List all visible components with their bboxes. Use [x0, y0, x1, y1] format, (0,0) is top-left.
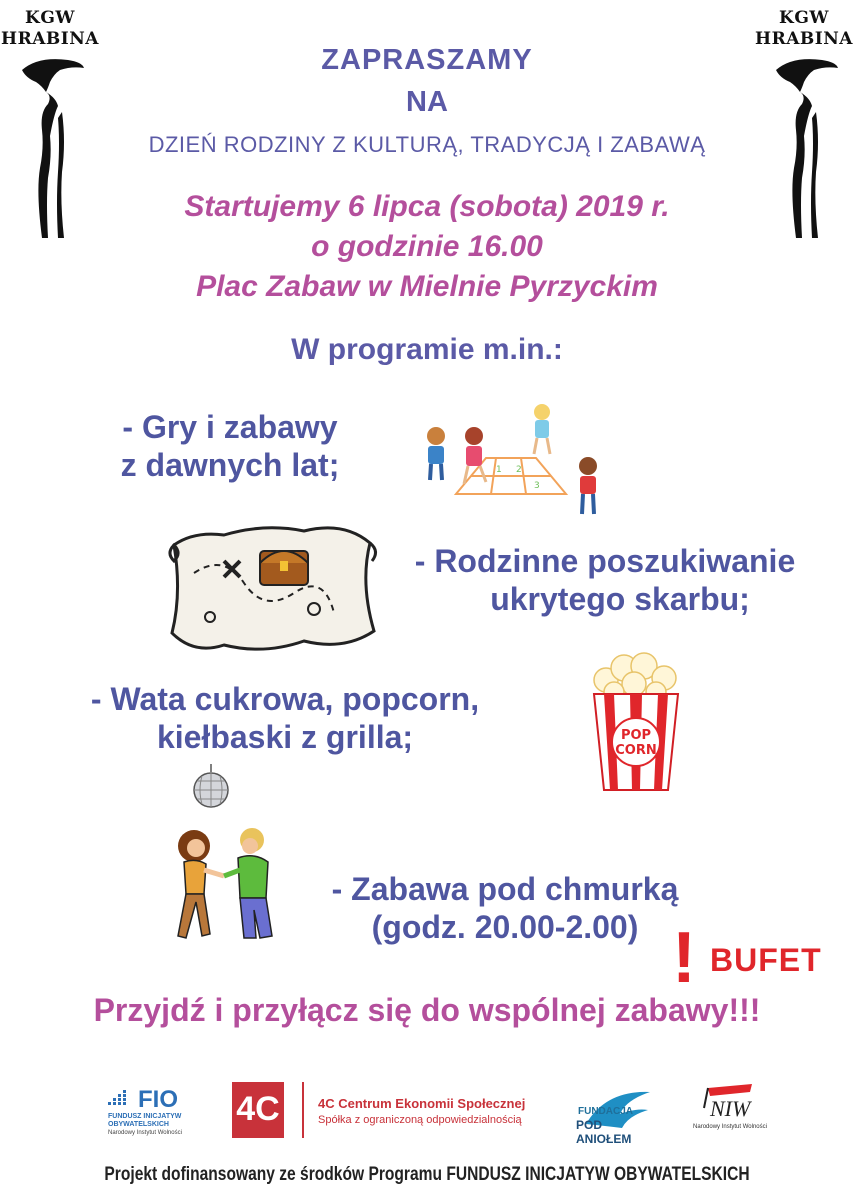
logo-4c — [232, 1082, 552, 1140]
program-item-4-line2: (godz. 20.00-2.00) — [371, 909, 639, 945]
bufet-label: BUFET — [710, 942, 822, 978]
brand-left-line1: KGW — [25, 8, 75, 28]
c4-divider — [302, 1082, 304, 1138]
program-item-2-line2: ukrytego skarbu; — [490, 581, 750, 617]
logo-fundacja — [576, 1084, 656, 1146]
c4-mark-text: 4C — [236, 1090, 280, 1128]
invite-text: Przyjdź i przyłącz się do wspólnej zabawy!!! — [93, 992, 761, 1028]
footer-text — [77, 1164, 777, 1186]
disco-ball-icon — [188, 764, 234, 812]
svg-text:1: 1 — [496, 465, 502, 475]
program-item-1 — [60, 408, 400, 484]
fio-bars-icon — [108, 1088, 132, 1110]
fio-name: FIO — [138, 1086, 178, 1113]
kids-hopscotch-icon — [416, 398, 606, 518]
program-item-2-line1: - Rodzinne poszukiwanie — [414, 543, 796, 579]
fio-line3: Narodowy Instytut Wolności — [108, 1130, 182, 1136]
program-item-1-line1: - Gry i zabawy — [122, 409, 338, 445]
popcorn-icon — [586, 650, 686, 796]
c4-line2: Spółka z ograniczoną odpowiedzialnością — [318, 1114, 522, 1126]
footer-highlight: FUNDUSZ INICJATYW OBYWATELSKICH — [446, 1164, 750, 1185]
fio-line2: OBYWATELSKICH — [108, 1121, 169, 1128]
footer-prefix: Projekt dofinansowany ze środków Programu — [104, 1164, 447, 1185]
niw-name: NIW — [710, 1096, 751, 1121]
header-line3: DZIEŃ RODZINY Z KULTURĄ, TRADYCJĄ I ZABAWĄ — [148, 132, 706, 157]
event-place: Plac Zabaw w Mielnie Pyrzyckim — [196, 270, 658, 303]
program-title: W programie m.in.: — [291, 333, 563, 366]
program-item-4 — [320, 870, 690, 946]
c4-line1: 4C Centrum Ekonomii Społecznej — [318, 1096, 526, 1111]
header-line2: NA — [406, 86, 448, 118]
program-item-3 — [70, 680, 500, 756]
c4-mark — [232, 1082, 284, 1138]
event-date: Startujemy 6 lipca (sobota) 2019 r. — [184, 190, 670, 223]
popcorn-label-line1: POP — [620, 728, 652, 743]
event-time: o godzinie 16.00 — [311, 230, 543, 263]
program-item-1-line2: z dawnych lat; — [120, 447, 340, 483]
dancing-couple-icon — [164, 818, 294, 948]
program-item-3-line2: kiełbaski z grilla; — [156, 719, 414, 755]
bufet-exclamation-icon: ! — [672, 918, 696, 998]
brand-right-line2: HRABINA — [755, 29, 853, 49]
program-item-2 — [400, 542, 810, 618]
logo-niw — [690, 1082, 770, 1140]
niw-line1: Narodowy Instytut Wolności — [693, 1124, 767, 1130]
fundacja-line1: FUNDACJA — [578, 1106, 633, 1117]
treasure-map-icon — [164, 513, 382, 663]
svg-text:3: 3 — [534, 481, 540, 491]
fio-line1: FUNDUSZ INICJATYW — [108, 1113, 182, 1120]
fundacja-line2: POD ANIOŁEM — [576, 1118, 632, 1146]
program-item-3-line1: - Wata cukrowa, popcorn, — [90, 681, 480, 717]
program-item-4-line1: - Zabawa pod chmurką — [331, 871, 679, 907]
header-line1: ZAPRASZAMY — [321, 44, 533, 76]
popcorn-label-line2: CORN — [615, 743, 657, 758]
svg-text:2: 2 — [516, 465, 522, 475]
brand-left-line2: HRABINA — [1, 29, 99, 49]
brand-right-line1: KGW — [779, 8, 829, 28]
logo-fio — [108, 1086, 208, 1142]
